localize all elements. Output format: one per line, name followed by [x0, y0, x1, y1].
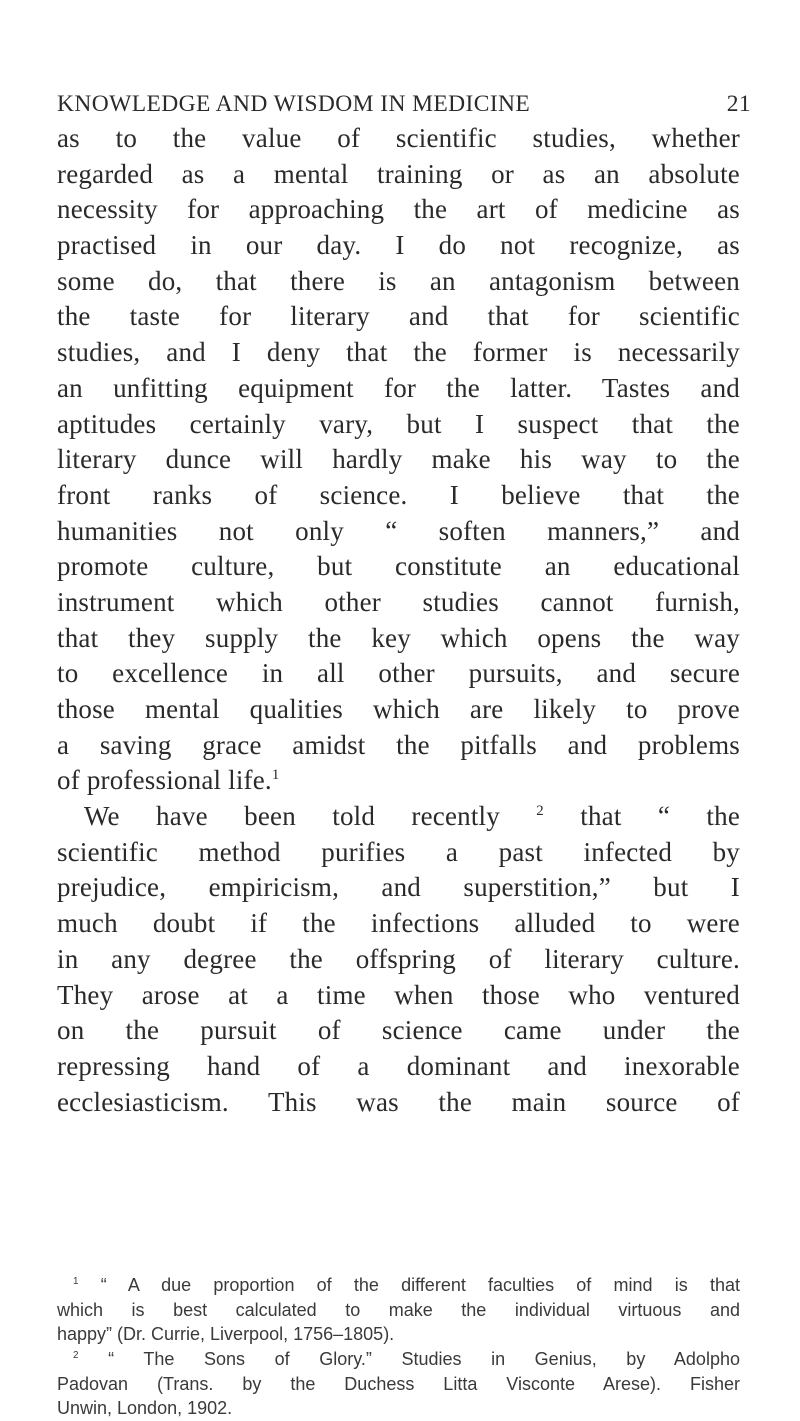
text-line: regarded as a mental training or as an absolute: [57, 158, 740, 189]
footnote-line: Unwin, London, 1902.: [57, 1398, 233, 1419]
footnote-text: “ The Sons of Glory.” Studies in Genius, by Adolpho: [108, 1349, 740, 1370]
text-line: a saving grace amidst the pitfalls and problems: [57, 729, 740, 760]
text-line: literary dunce will hardly make his way to the: [57, 444, 740, 475]
text-line: scientific method purifies a past infected by: [57, 836, 740, 867]
text-line: practised in our day. I do not recognize, as: [57, 230, 740, 261]
footnote-ref-2[interactable]: 2: [536, 803, 544, 820]
text-line: humanities not only “ soften manners,” and: [57, 515, 740, 546]
body-text: [57, 121, 740, 1120]
footnote-line: happy” (Dr. Currie, Liverpool, 1756–1805).: [57, 1324, 395, 1345]
text-line: front ranks of science. I believe that the: [57, 479, 740, 510]
footnote-line: which is best calculated to make the individual virtuous and: [57, 1299, 740, 1320]
text-line: the taste for literary and that for scientific: [57, 301, 740, 332]
text-line: much doubt if the infections alluded to were: [57, 908, 740, 939]
text-line: They arose at a time when those who ventured: [57, 979, 740, 1010]
text-line: necessity for approaching the art of medicine as: [57, 194, 740, 225]
text-line: those mental qualities which are likely to prove: [57, 694, 740, 724]
footnote-line: Padovan (Trans. by the Duchess Litta Visconte Arese). Fisher: [57, 1373, 740, 1394]
text-line: aptitudes certainly vary, but I suspect that the: [57, 408, 740, 439]
text-line: promote culture, but constitute an educational: [57, 551, 740, 582]
footnote-line: [57, 1347, 740, 1372]
running-header: [57, 91, 751, 118]
text-line: in any degree the offspring of literary culture.: [57, 943, 740, 974]
footnote-mark-1: 1: [73, 1276, 79, 1287]
footnote-mark-2: 2: [73, 1350, 79, 1362]
text-line: on the pursuit of science came under the: [57, 1015, 740, 1046]
text-line: ecclesiasticism. This was the main source of: [57, 1086, 740, 1117]
page-number: 21: [726, 91, 751, 117]
text-line: as to the value of scientific studies, whether: [57, 123, 740, 153]
text-line: prejudice, empiricism, and superstition,” but I: [57, 872, 740, 903]
text-line: some do, that there is an antagonism between: [57, 265, 740, 296]
footnotes: [57, 1273, 740, 1421]
text-line: to excellence in all other pursuits, and secure: [57, 658, 740, 689]
text-fragment: of professional life.: [57, 765, 272, 796]
text-line: instrument which other studies cannot furnish,: [57, 586, 740, 617]
footnote-line: [57, 1273, 740, 1298]
text-line: repressing hand of a dominant and inexorable: [57, 1050, 740, 1081]
text-fragment: that “ the: [543, 801, 740, 832]
text-line: [57, 799, 740, 835]
running-title: KNOWLEDGE AND WISDOM IN MEDICINE: [57, 91, 531, 117]
text-line: that they supply the key which opens the way: [57, 622, 740, 653]
text-line: studies, and I deny that the former is necessarily: [57, 337, 740, 368]
text-line: an unfitting equipment for the latter. Tastes and: [57, 372, 740, 403]
text-line: [57, 763, 740, 799]
footnote-text: “ A due proportion of the different faculties of mind is that: [100, 1275, 740, 1295]
text-fragment: We have been told recently: [84, 801, 500, 832]
footnote-ref-1[interactable]: 1: [271, 767, 280, 784]
